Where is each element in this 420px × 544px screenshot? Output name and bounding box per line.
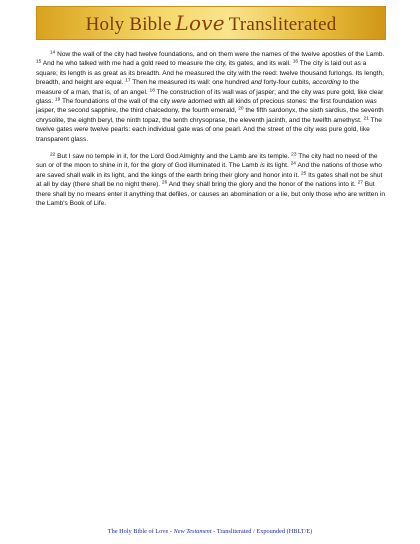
italic-word: and (250, 79, 262, 87)
page-footer (0, 528, 420, 535)
scripture-paragraph (36, 50, 386, 144)
italic-word: of (249, 88, 255, 96)
footer-prefix: The Holy Bible of Love - (107, 528, 174, 535)
verse-text: But I saw no temple in it, for the Lord God Almighty and the Lamb are its temple. (55, 153, 292, 161)
header-title-part3: Transliterated (228, 13, 337, 35)
verse-text: twelve pearls: each individual gate was of one pearl. And the street of the city (88, 126, 316, 134)
verse-text: But there shall by no means enter it anything that defiles, or causes an abomination or a lie, but only those who are written in the Lamb's Book of Life. (36, 181, 386, 208)
verse-text: The city is laid out as a square; its length is as great as its breadth. And he measured the city with the reed: twelve thousand furlongs. Its length, breadth, and height are equal. (36, 60, 384, 87)
italic-word: is (260, 162, 265, 170)
verse-number: 22 (50, 152, 56, 158)
verse-text: the fifth sardonyx, the sixth sardius, the seventh chrysolite, the eighth beryl, the ninth topaz, the tenth chrysoprase, the eleventh jacinth, and the twelfth amethyst. (36, 107, 384, 124)
verse-text: pure gold, like transparent glass. (36, 126, 370, 143)
verse-number: 27 (357, 180, 363, 186)
verse-number: 24 (290, 161, 296, 167)
footer-testament: New Testament (173, 528, 212, 535)
verse-number: 17 (125, 78, 131, 84)
italic-word: were (171, 98, 187, 106)
scripture-text (36, 50, 386, 217)
verse-text: Then he measured its wall: one hundred (130, 79, 251, 87)
verse-number: 26 (161, 180, 168, 186)
verse-text: The construction of its wall was (154, 88, 250, 96)
header-banner (36, 6, 386, 40)
scripture-paragraph (36, 152, 386, 208)
verse-number: 19 (54, 97, 61, 103)
verse-number: 23 (291, 152, 297, 158)
verse-number: 18 (149, 88, 155, 94)
verse-text: pure gold, like clear glass. (36, 88, 384, 106)
verse-text: its light. (264, 162, 291, 170)
verse-number: 15 (36, 59, 42, 65)
italic-word: was (313, 88, 325, 96)
italic-word: were (74, 126, 89, 134)
verse-text: jasper, the second sapphire, the third chalcedony, the fourth emerald, (36, 107, 239, 115)
header-title-love: Love (175, 10, 225, 35)
verse-text: And the nations of those who are saved shall walk in its light, and the kings of the earth bring their glory and honor into it. (36, 162, 382, 179)
verse-text: adorned with all kinds of precious stones: the first foundation (186, 98, 366, 106)
verse-number: 21 (363, 116, 369, 122)
verse-number: 16 (292, 59, 299, 65)
italic-word: was (365, 98, 377, 106)
verse-text: The twelve gates (36, 116, 382, 134)
verse-text: The foundations of the wall of the city (60, 98, 172, 106)
italic-word: according (312, 79, 341, 87)
verse-number: 14 (50, 50, 56, 56)
verse-text: Its gates shall not be shut at all by day (there shall be no night there). (36, 171, 383, 189)
footer-suffix: - Transliterated / Expounded (HBLT/E) (211, 528, 313, 535)
verse-number: 25 (300, 171, 307, 177)
verse-text: And he who talked with me had a gold reed to measure the city, its gates, and its wall. (41, 60, 293, 68)
verse-text: Now the wall of the city had twelve foundations, and on them were the names of the twelve apostles of the Lamb. (55, 51, 385, 58)
verse-number: 20 (238, 106, 244, 112)
verse-text: And they shall bring the glory and the honor of the nations into it. (167, 181, 358, 189)
header-title-part1: Holy Bible (85, 13, 172, 35)
verse-text: to the measure of a man, that is, of an angel. (36, 79, 359, 96)
header-title (86, 11, 337, 36)
verse-text: jasper; and the city (254, 88, 314, 96)
italic-word: was (315, 126, 328, 134)
verse-text: The city had no need of the sun or of the moon to shine in it, for the glory of God illuminated it. The Lamb (36, 153, 378, 170)
verse-text: forty-four cubits, (261, 79, 313, 87)
